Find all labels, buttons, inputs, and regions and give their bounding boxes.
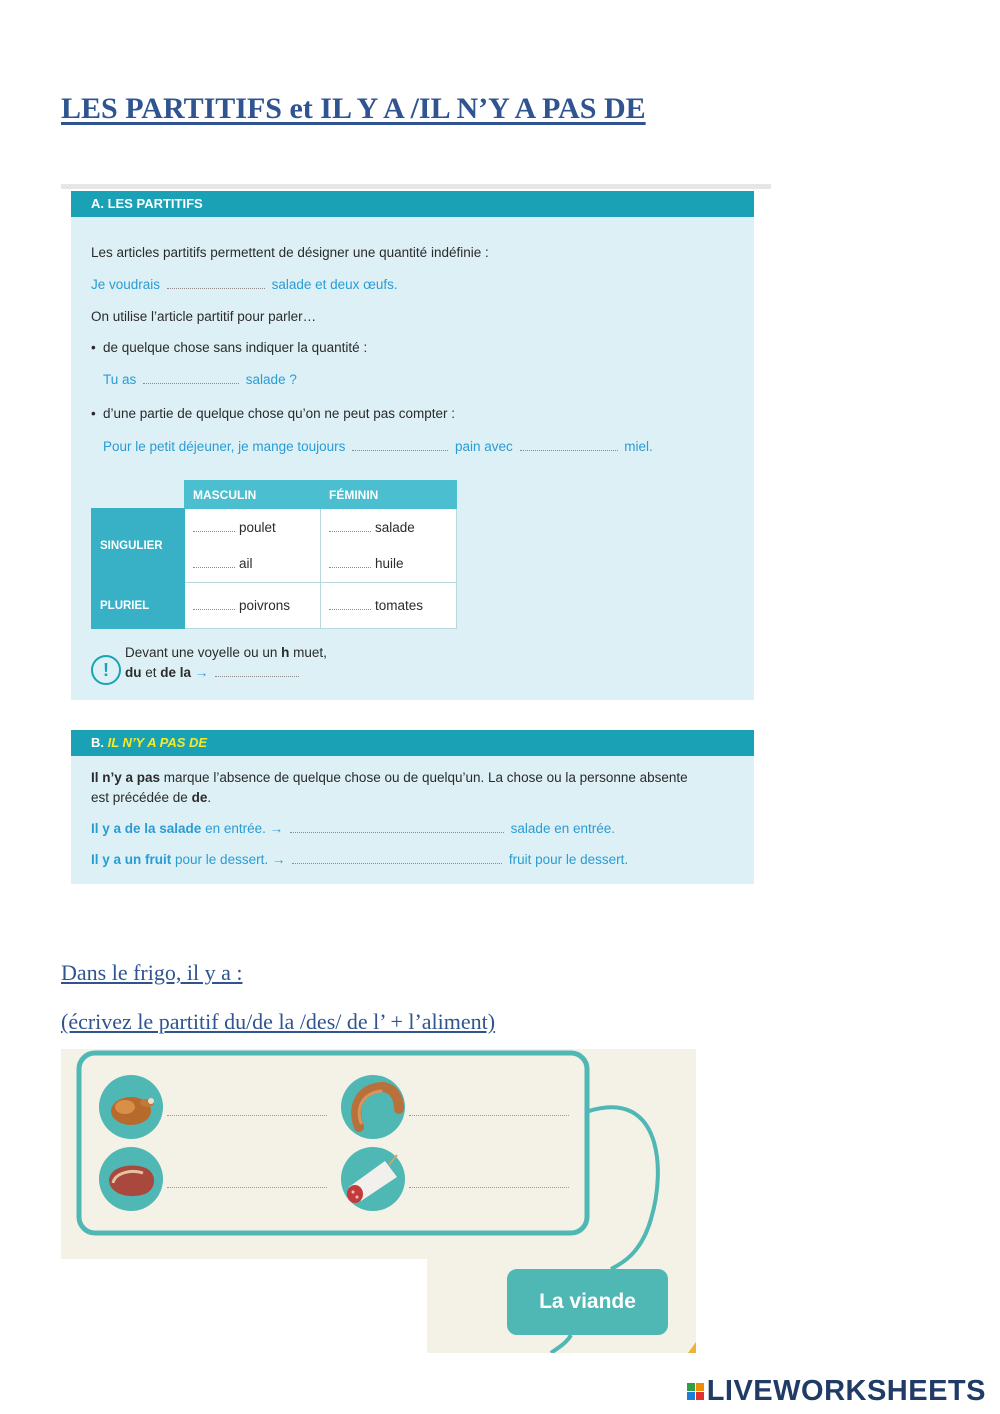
section-b-de: de [191,790,208,805]
chicken-icon [99,1075,163,1139]
table-corner [92,481,185,509]
example-3-middle: pain avec [454,439,513,454]
section-b-example-1 [91,821,615,836]
answer-blank[interactable] [193,531,235,532]
example-3-end: miel. [624,439,653,454]
bullet-icon: • [91,406,96,421]
cell-word: ail [239,556,253,572]
exclamation-icon: ! [91,655,121,685]
partitif-table [91,480,457,629]
bullet-1-text: de quelque chose sans indiquer la quantité : [103,340,368,355]
footer-logo [687,1374,986,1408]
example-end: fruit pour le dessert. [508,852,629,867]
cell-word: tomates [375,598,424,613]
cell-word: salade [375,519,415,535]
note-h: h [281,645,290,660]
brand-name: LIVEWORKSHEETS [706,1374,986,1407]
example-rest: pour le dessert. → [175,852,286,867]
answer-blank[interactable] [409,1115,569,1116]
category-label: La viande [507,1269,668,1335]
table-cell [321,509,457,546]
sausage-icon [341,1075,405,1139]
logo-icon [687,1383,704,1400]
answer-blank[interactable] [329,609,371,610]
answer-blank[interactable] [352,450,448,451]
section-b-rest: marque l’absence de quelque chose ou de quelqu’un. La chose ou la personne absente [163,770,688,785]
table-header-feminin: FÉMININ [321,481,457,509]
table-cell [321,546,457,583]
example-2 [103,372,297,387]
section-b-text-2 [91,790,211,805]
section-b-bold: Il n’y a pas [91,770,161,785]
cell-word: poivrons [239,598,291,613]
note-et: et [145,665,157,680]
note-du: du [125,665,142,680]
salami-icon [341,1147,405,1211]
table-header-masculin: MASCULIN [185,481,321,509]
answer-blank[interactable] [520,450,618,451]
grammar-image [61,184,771,892]
example-1 [91,277,398,292]
usage-text: On utilise l’article partitif pour parler… [91,309,317,324]
example-1-end: salade et deux œufs. [271,277,398,292]
answer-blank[interactable] [167,1187,327,1188]
answer-blank[interactable] [290,832,504,833]
section-b-title: IL N’Y A PAS DE [107,735,208,750]
bullet-2-text: d’une partie de quelque chose qu’on ne peut pas compter : [103,406,456,421]
answer-blank[interactable] [193,567,235,568]
section-b-text-1 [91,770,688,785]
answer-blank[interactable] [329,567,371,568]
example-3-start: Pour le petit déjeuner, je mange toujours [103,439,346,454]
page-title: LES PARTITIFS et IL Y A /IL N’Y A PAS DE [61,92,646,125]
fridge-image [61,1049,696,1353]
section-b-line2: est précédée de [91,790,188,805]
cell-word: poulet [239,519,276,535]
bullet-icon: • [91,340,96,355]
steak-icon [99,1147,163,1211]
answer-blank[interactable] [215,676,299,677]
example-2-start: Tu as [103,372,137,387]
answer-blank[interactable] [167,288,265,289]
bullet-1 [91,340,367,355]
example-end: salade en entrée. [510,821,616,836]
table-cell [185,583,321,629]
answer-blank[interactable] [329,531,371,532]
note-line-1 [125,645,327,660]
table-cell [185,509,321,546]
section-a-header: A. LES PARTITIFS [71,191,754,217]
section-b-period: . [207,790,212,805]
table-row-singulier: SINGULIER [92,509,185,583]
example-1-start: Je voudrais [91,277,161,292]
arrow-icon: → [194,665,209,680]
fridge-instruction: (écrivez le partitif du/de la /des/ de l’ + l’aliment) [61,1009,496,1034]
answer-blank[interactable] [167,1115,327,1116]
fridge-title: Dans le frigo, il y a : [61,960,243,985]
cell-word: huile [375,556,404,572]
answer-blank[interactable] [193,609,235,610]
table-cell [185,546,321,583]
answer-blank[interactable] [292,863,502,864]
section-il-ny-a-pas-de [71,730,754,884]
example-rest: en entrée. → [205,821,284,836]
section-b-example-2 [91,852,628,867]
example-bold: Il y a un fruit [91,852,172,867]
note-text: muet, [293,645,327,660]
example-3 [103,439,653,454]
answer-blank[interactable] [409,1187,569,1188]
section-b-prefix: B. [91,735,104,750]
bullet-2 [91,406,455,421]
table-row-pluriel: PLURIEL [92,583,185,629]
intro-text: Les articles partitifs permettent de désigner une quantité indéfinie : [91,245,489,260]
example-2-end: salade ? [245,372,297,387]
image-border [61,184,771,189]
example-bold: Il y a de la salade [91,821,202,836]
section-partitifs [71,191,754,700]
section-b-header [71,730,754,756]
note-text: Devant une voyelle ou un [125,645,278,660]
table-cell [321,583,457,629]
note-de-la: de la [160,665,192,680]
answer-blank[interactable] [143,383,239,384]
note-line-2 [125,665,302,680]
